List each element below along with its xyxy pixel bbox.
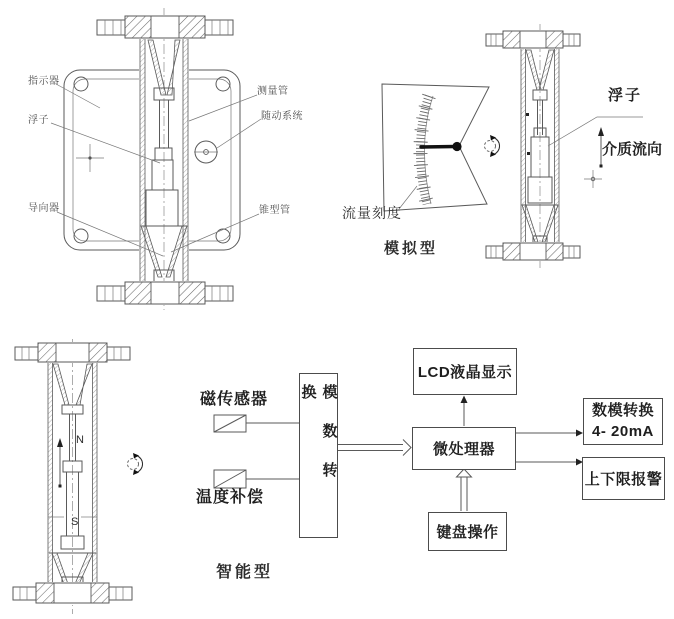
rotation-icon [128, 453, 143, 475]
label-flow-direction: 介质流向 [602, 141, 663, 158]
block-da-converter [583, 398, 663, 445]
caption-analog-type: 模拟型 [384, 240, 439, 257]
top-flange [96, 15, 234, 39]
caption-smart-type: 智能型 [216, 564, 274, 581]
da-converter-line2: 4- 20mA [592, 422, 654, 440]
block-microprocessor: 微处理器 [412, 427, 516, 470]
temperature-sensor-symbol [214, 470, 246, 488]
measuring-tube [47, 339, 98, 614]
block-adc: 模数转换 [299, 373, 338, 538]
label-temperature-compensation: 温度补偿 [196, 489, 265, 506]
crosshair-icon [584, 170, 602, 188]
label-flow-scale: 流量刻度 [342, 205, 402, 221]
block-keyboard: 键盘操作 [428, 512, 507, 551]
measuring-tube [520, 24, 560, 268]
bottom-flange [485, 242, 581, 261]
label-guide: 导向器 [28, 203, 60, 214]
follower-magnet [194, 141, 218, 163]
label-cone-tube: 锥型管 [259, 205, 291, 216]
da-converter-line1: 数模转换 [592, 402, 655, 420]
mcu-to-lcd-arrow [461, 396, 468, 427]
measuring-tube [139, 8, 189, 310]
adc-to-mcu-arrow [338, 440, 411, 456]
bottom-flange [96, 281, 234, 305]
block-lcd-display: LCD液晶显示 [413, 348, 517, 395]
flowmeter-detail-drawing [0, 0, 345, 318]
label-float-right: 浮子 [608, 87, 643, 104]
block-alarm: 上下限报警 [582, 457, 665, 500]
label-follow-system: 随动系统 [261, 111, 303, 122]
gauge-needle [421, 142, 462, 151]
label-indicator: 指示器 [28, 76, 60, 87]
crosshair-icon [76, 144, 104, 172]
mcu-to-alarm-arrow [516, 459, 583, 466]
label-float: 浮子 [28, 115, 49, 126]
label-measuring-tube: 测量管 [257, 86, 289, 97]
gauge-scale-arc [420, 96, 433, 204]
top-flange [14, 342, 131, 363]
label-magnet-n: N [76, 434, 84, 446]
label-magnetic-sensor: 磁传感器 [200, 391, 269, 408]
magnetic-sensor-symbol [214, 415, 246, 432]
rotation-icon [485, 135, 500, 157]
bottom-flange [12, 582, 133, 605]
top-flange [485, 30, 581, 49]
smart-meter-drawing [5, 336, 155, 618]
keyboard-to-mcu-arrow [457, 469, 472, 511]
label-magnet-s: S [71, 516, 79, 528]
mcu-to-da-arrow [516, 430, 583, 437]
